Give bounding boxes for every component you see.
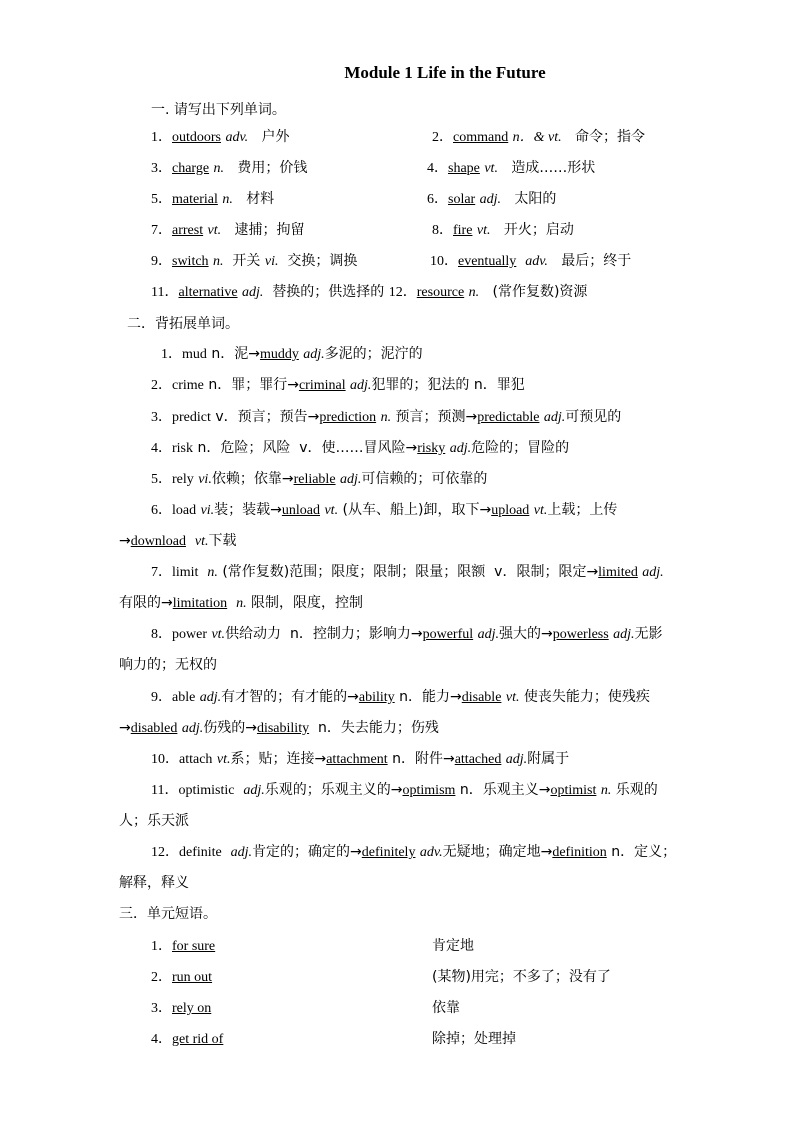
- list-item: 11．alternative adj. 替换的；供选择的 12．resource n. (常作复数)资源: [151, 284, 588, 300]
- list-item-cont: 解释，释义: [119, 875, 189, 891]
- phrase-meaning: 肯定地: [432, 938, 474, 954]
- list-item: 5．material n. 材料: [151, 191, 275, 207]
- list-item: 8．power vt.供给动力 n．控制力；影响力→powerful adj.强大的→powerless adj.无影: [151, 626, 663, 642]
- list-item: 4．shape vt. 造成……形状: [427, 160, 596, 176]
- list-item: 1．outdoors adv. 户外: [151, 129, 290, 145]
- list-item-cont: 有限的→limitation n. 限制，限度，控制: [119, 595, 364, 611]
- list-item: 9．switch n. 开关 vi. 交换；调换: [151, 253, 358, 269]
- list-item: 5．rely vi.依赖；依靠→reliable adj.可信赖的；可依靠的: [151, 471, 488, 487]
- list-item-cont: 响力的；无权的: [119, 657, 217, 673]
- section2-heading: 二．背拓展单词。: [127, 316, 239, 332]
- list-item-cont: →disabled adj.伤残的→disability n．失去能力；伤残: [119, 720, 439, 736]
- list-item-cont: 人；乐天派: [119, 813, 189, 829]
- list-item: 6．solar adj. 太阳的: [427, 191, 557, 207]
- list-item: 4．risk n．危险；风险 v．使……冒风险→risky adj.危险的；冒险的: [151, 440, 570, 456]
- list-item: 8．fire vt. 开火；启动: [432, 222, 574, 238]
- list-item: 2．crime n．罪；罪行→criminal adj.犯罪的；犯法的 n．罪犯: [151, 377, 525, 393]
- phrase-item: 4．get rid of: [151, 1032, 224, 1047]
- list-item: 10．attach vt.系；贴；连接→attachment n．附件→attached adj.附属于: [151, 751, 570, 767]
- list-item: 12．definite adj.肯定的；确定的→definitely adv.无疑地；确定地→definition n．定义；: [151, 844, 677, 860]
- list-item: 7．limit n. (常作复数)范围；限度；限制；限量；限额 v．限制；限定→limited adj.: [151, 564, 664, 580]
- page-title: Module 1 Life in the Future: [344, 63, 546, 82]
- list-item: 10．eventually adv. 最后；终于: [430, 253, 632, 269]
- phrase-meaning: 除掉；处理掉: [432, 1031, 516, 1047]
- phrase-item: 3．rely on: [151, 1001, 212, 1016]
- section3-heading: 三．单元短语。: [119, 906, 217, 922]
- phrase-meaning: (某物)用完；不多了；没有了: [432, 969, 611, 985]
- phrase-item: 2．run out: [151, 970, 213, 985]
- list-item-cont: →download vt.下载: [119, 533, 237, 549]
- list-item: 6．load vi.装；装载→unload vt. (从车、船上)卸，取下→upload vt.上载；上传: [151, 502, 618, 518]
- list-item: 3．charge n. 费用；价钱: [151, 160, 308, 176]
- list-item: 1．mud n．泥→muddy adj.多泥的；泥泞的: [161, 346, 423, 362]
- list-item: 9．able adj.有才智的；有才能的→ability n．能力→disable vt. 使丧失能力；使残疾: [151, 689, 650, 705]
- list-item: 2．command n．& vt. 命令；指令: [432, 129, 646, 145]
- list-item: 3．predict v．预言；预告→prediction n. 预言；预测→predictable adj.可预见的: [151, 409, 622, 425]
- list-item: 11．optimistic adj.乐观的；乐观主义的→optimism n．乐观主义→optimist n. 乐观的: [151, 782, 658, 798]
- section1-heading: 一. 请写出下列单词。: [151, 102, 286, 118]
- list-item: 7．arrest vt. 逮捕；拘留: [151, 222, 305, 238]
- phrase-meaning: 依靠: [432, 1000, 460, 1016]
- phrase-item: 1．for sure: [151, 939, 216, 954]
